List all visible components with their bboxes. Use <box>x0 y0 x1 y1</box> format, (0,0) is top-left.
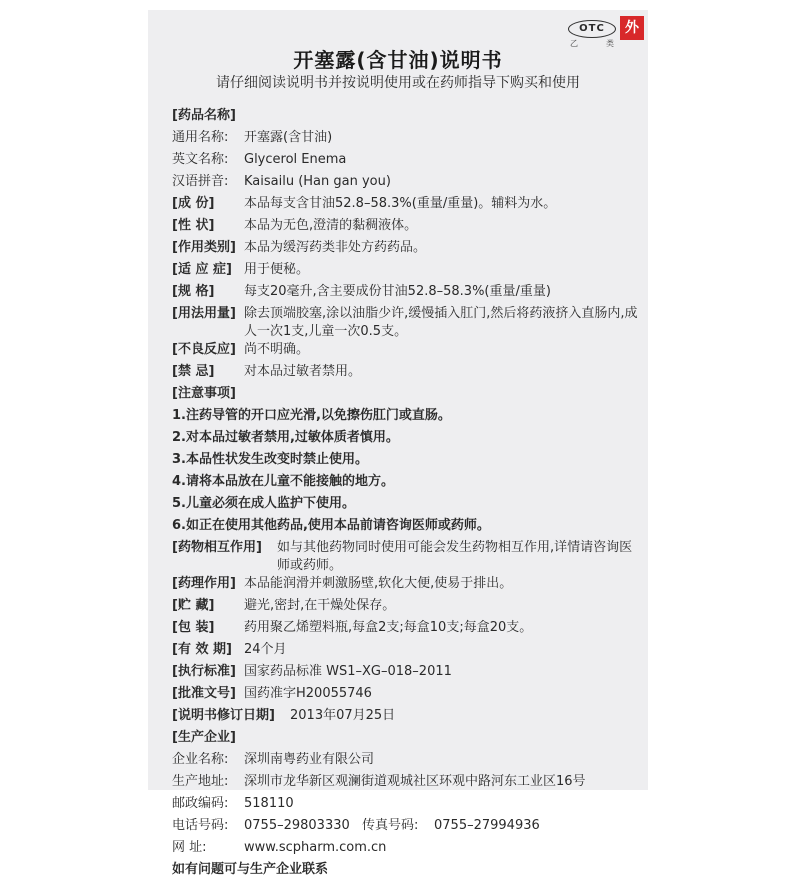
section-tag: [有 效 期] <box>172 642 232 657</box>
row-value: 深圳市龙华新区观澜街道观城社区环观中路河东工业区16号 <box>244 774 586 789</box>
precaution-text: 3.本品性状发生改变时禁止使用。 <box>172 452 368 467</box>
section-value: 除去顶端胶塞,涂以油脂少许,缓慢插入肛门,然后将药液挤入直肠内,成人一次1支,儿童一次0.5支。 <box>244 306 638 339</box>
row-label: 邮政编码: <box>172 796 229 811</box>
precaution-text: 2.对本品过敏者禁用,过敏体质者慎用。 <box>172 430 399 445</box>
drug-name-heading <box>172 107 642 129</box>
section-value: 药用聚乙烯塑料瓶,每盒2支;每盒10支;每盒20支。 <box>244 620 533 635</box>
pharmacology-row <box>172 575 642 597</box>
row-value: 深圳南粤药业有限公司 <box>244 752 375 767</box>
leaflet-content <box>172 107 642 883</box>
section-value: 24个月 <box>244 642 287 657</box>
row-label: 传真号码: <box>362 818 419 833</box>
row-value: 开塞露(含甘油) <box>244 130 333 145</box>
section-value: 对本品过敏者禁用。 <box>244 364 362 379</box>
precautions-heading <box>172 385 642 407</box>
section-value: 如与其他药物同时使用可能会发生药物相互作用,详情请咨询医师或药师。 <box>277 540 633 573</box>
row-label: 电话号码: <box>172 818 229 833</box>
contact-footer <box>172 861 642 883</box>
section-tag: [药理作用] <box>172 576 236 591</box>
pinyin-row <box>172 173 642 195</box>
section-tag: [规 格] <box>172 284 215 299</box>
section-tag: [适 应 症] <box>172 262 232 277</box>
shelf-life-row <box>172 641 642 663</box>
footer-text: 如有问题可与生产企业联系 <box>172 862 329 877</box>
otc-logo: OTC <box>568 20 616 38</box>
row-value: Kaisailu (Han gan you) <box>244 174 391 189</box>
section-value: 2013年07月25日 <box>290 708 396 723</box>
precaution-text: 6.如正在使用其他药品,使用本品前请咨询医师或药师。 <box>172 518 490 533</box>
section-tag: [成 份] <box>172 196 215 211</box>
approval-number-row <box>172 685 642 707</box>
precaution-item <box>172 517 642 539</box>
row-label: 通用名称: <box>172 130 229 145</box>
section-tag: [包 装] <box>172 620 215 635</box>
row-label: 汉语拼音: <box>172 174 229 189</box>
manufacturer-heading <box>172 729 642 751</box>
external-use-mark: 外 <box>620 16 644 40</box>
section-value: 本品为无色,澄清的黏稠液体。 <box>244 218 418 233</box>
address-row <box>172 773 642 795</box>
storage-row <box>172 597 642 619</box>
company-name-row <box>172 751 642 773</box>
document-subtitle: 请仔细阅读说明书并按说明使用或在药师指导下购买和使用 <box>216 75 580 91</box>
phone-fax-row <box>172 817 642 839</box>
row-label: 网 址: <box>172 840 207 855</box>
ingredients-row <box>172 195 642 217</box>
precaution-item <box>172 407 642 429</box>
section-value: 本品每支含甘油52.8–58.3%(重量/重量)。辅料为水。 <box>244 196 557 211</box>
row-label: 企业名称: <box>172 752 229 767</box>
description-row <box>172 217 642 239</box>
fax-value: 0755–27994936 <box>434 818 540 833</box>
specification-row <box>172 283 642 305</box>
english-name-row <box>172 151 642 173</box>
contraindications-row <box>172 363 642 385</box>
section-value: 本品能润滑并刺激肠壁,软化大便,使易于排出。 <box>244 576 513 591</box>
precaution-text: 5.儿童必须在成人监护下使用。 <box>172 496 355 511</box>
section-value: 国药准字H20055746 <box>244 686 372 701</box>
section-value: 用于便秘。 <box>244 262 310 277</box>
precaution-item <box>172 495 642 517</box>
packaging-row <box>172 619 642 641</box>
precaution-item <box>172 429 642 451</box>
heading-text: [生产企业] <box>172 730 236 745</box>
section-tag: [贮 藏] <box>172 598 215 613</box>
otc-class-a: 乙 <box>570 39 578 48</box>
precaution-text: 1.注药导管的开口应光滑,以免擦伤肛门或直肠。 <box>172 408 451 423</box>
section-tag: [性 状] <box>172 218 215 233</box>
standard-row <box>172 663 642 685</box>
section-value: 本品为缓泻药类非处方药药品。 <box>244 240 427 255</box>
row-value: Glycerol Enema <box>244 152 347 167</box>
website-value: www.scpharm.com.cn <box>244 840 387 855</box>
indications-row <box>172 261 642 283</box>
section-tag: [作用类别] <box>172 240 236 255</box>
otc-badge <box>568 14 644 48</box>
section-tag: [不良反应] <box>172 342 236 357</box>
precaution-text: 4.请将本品放在儿童不能接触的地方。 <box>172 474 394 489</box>
otc-class-b: 类 <box>606 39 614 48</box>
section-value: 国家药品标准 WS1–XG–018–2011 <box>244 664 452 679</box>
section-value: 尚不明确。 <box>244 342 310 357</box>
section-tag: [药物相互作用] <box>172 540 262 555</box>
section-tag: [用法用量] <box>172 306 236 321</box>
row-value: 518110 <box>244 796 294 811</box>
section-tag: [批准文号] <box>172 686 236 701</box>
postal-code-row <box>172 795 642 817</box>
row-label: 英文名称: <box>172 152 229 167</box>
revision-date-row <box>172 707 642 729</box>
heading-text: [注意事项] <box>172 386 236 401</box>
section-tag: [说明书修订日期] <box>172 708 275 723</box>
section-value: 避光,密封,在干燥处保存。 <box>244 598 396 613</box>
precaution-item <box>172 451 642 473</box>
leaflet-paper <box>148 10 648 877</box>
section-tag: [执行标准] <box>172 664 236 679</box>
dosage-row <box>172 305 642 341</box>
phone-value: 0755–29803330 <box>244 818 350 833</box>
heading-text: [药品名称] <box>172 108 236 123</box>
section-tag: [禁 忌] <box>172 364 215 379</box>
category-row <box>172 239 642 261</box>
precaution-item <box>172 473 642 495</box>
section-value: 每支20毫升,含主要成份甘油52.8–58.3%(重量/重量) <box>244 284 551 299</box>
common-name-row <box>172 129 642 151</box>
adverse-reactions-row <box>172 341 642 363</box>
website-row <box>172 839 642 861</box>
row-label: 生产地址: <box>172 774 229 789</box>
document-title: 开塞露(含甘油)说明书 <box>293 48 503 72</box>
interactions-row <box>172 539 642 575</box>
